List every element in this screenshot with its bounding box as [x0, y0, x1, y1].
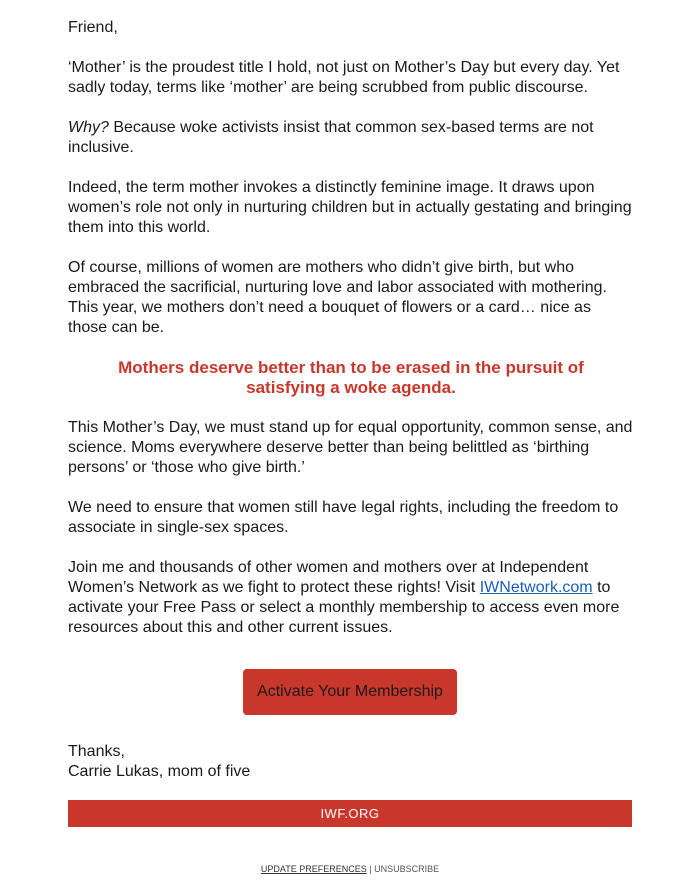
email-body: [68, 18, 634, 658]
why-emphasis: Why?: [68, 119, 109, 136]
paragraph-join: [68, 558, 634, 638]
footer-separator: |: [366, 864, 375, 874]
paragraph-mother-title: ‘Mother’ is the proudest title I hold, not just on Mother’s Day but every day. Yet sadly today, terms like ‘mother’ are being scrubbed from public discourse.: [68, 59, 620, 96]
greeting: Friend,: [68, 19, 118, 36]
why-text: Because woke activists insist that common sex-based terms are not inclusive.: [68, 119, 594, 156]
signoff-thanks: Thanks,: [68, 743, 125, 760]
join-text: Join me and thousands of other women and mothers over at Independent Women’s Network as we fight to protect these rights! Visit: [68, 559, 589, 596]
paragraph-why: [68, 118, 634, 158]
paragraph-feminine-image: Indeed, the term mother invokes a distinctly feminine image. It draws upon women’s role not only in nurturing children but in actually gestating and bringing them into this world.: [68, 179, 632, 236]
activate-membership-button[interactable]: Activate Your Membership: [243, 669, 457, 715]
signoff: [68, 742, 250, 782]
footer-site-label[interactable]: IWF.ORG: [320, 806, 380, 821]
paragraph-mothers-day: This Mother’s Day, we must stand up for equal opportunity, common sense, and science. Moms everywhere deserve better than being belittled as ‘birthing persons’ or ‘those who give birth.’: [68, 419, 633, 476]
signoff-name: Carrie Lukas, mom of five: [68, 763, 251, 780]
paragraph-millions-of-women: Of course, millions of women are mothers who didn’t give birth, but who embraced the sacrificial, nurturing love and labor associated with mothering. This year, we mothers don’t need a bouquet of flowers or a card… nice as those can be.: [68, 259, 607, 336]
paragraph-legal-rights: We need to ensure that women still have legal rights, including the freedom to associate in single-sex spaces.: [68, 499, 619, 536]
footer-site-bar[interactable]: [68, 800, 632, 827]
unsubscribe-link[interactable]: UNSUBSCRIBE: [374, 864, 440, 874]
headline: Mothers deserve better than to be erased in the pursuit of satisfying a woke agenda.: [118, 358, 584, 397]
cta-container: [0, 669, 700, 715]
update-preferences-link[interactable]: UPDATE PREFERENCES: [260, 864, 367, 874]
footer-links: [0, 864, 700, 874]
join-text-end: to activate your Free Pass or select a monthly membership to access even more resources about this and other current issues.: [68, 579, 620, 636]
iwnetwork-link[interactable]: IWNetwork.com: [479, 579, 593, 596]
